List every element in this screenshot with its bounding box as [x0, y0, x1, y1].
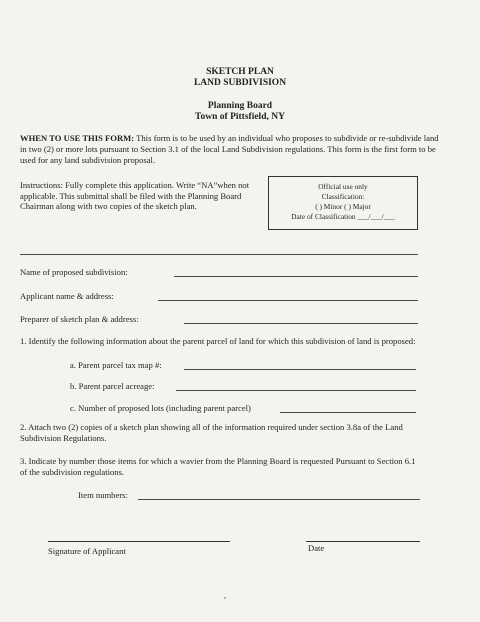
- item-numbers-label: Item numbers:: [78, 490, 128, 500]
- when-to-use-text: This form is to be used by an individual who proposes to subdivide or re-subdivide land in two (2) or more lots pursuant to Section 3.1 of the local Land Subdivision regulations. This form is the first form to be used for any land subdivision proposal.: [20, 133, 439, 165]
- item-numbers-field[interactable]: [138, 499, 420, 500]
- form-subtitle: LAND SUBDIVISION: [193, 78, 287, 88]
- acreage-field[interactable]: [176, 390, 416, 391]
- when-to-use-paragraph: [20, 133, 440, 166]
- applicant-signature-field[interactable]: [48, 541, 230, 542]
- instructions-text: Instructions: Fully complete this application. Write “NA”when not applicable. This submittal shall be filed with the Planning Board Chairman along with two copies of the sketch plan.: [20, 180, 250, 211]
- acreage-label: b. Parent parcel acreage:: [70, 381, 155, 391]
- tax-map-label: a. Parent parcel tax map #:: [70, 360, 162, 370]
- applicant-label: Applicant name & address:: [20, 291, 114, 301]
- classification-options[interactable]: ( ) Minor ( ) Major: [315, 202, 371, 211]
- board-name: Planning Board: [207, 101, 273, 111]
- subdivision-name-field[interactable]: [174, 276, 418, 277]
- town-name: Town of Pittsfield, NY: [195, 112, 285, 122]
- preparer-label: Preparer of sketch plan & address:: [20, 314, 139, 324]
- official-use-box: [268, 176, 418, 230]
- item-1-text: 1. Identify the following information about the parent parcel of land for which this subdivision of land is proposed:: [20, 336, 416, 346]
- item-2-text: 2. Attach two (2) copies of a sketch plan showing all of the information required under section 3.8a of the Land Subdivision Regulations.: [20, 422, 403, 443]
- official-use-label: Official use only: [318, 182, 368, 191]
- date-field[interactable]: [306, 541, 420, 542]
- proposed-lots-label: c. Number of proposed lots (including parent parcel): [70, 403, 251, 413]
- section-divider: [20, 254, 418, 255]
- item-3-text: 3. Indicate by number those items for which a wavier from the Planning Board is requested Pursuant to Section 6.1 of the subdivision regulations.: [20, 456, 416, 477]
- date-label: Date: [308, 543, 325, 553]
- classification-label: Classification:: [321, 192, 365, 201]
- applicant-field[interactable]: [158, 300, 418, 301]
- footer-mark: ,: [224, 591, 226, 600]
- form-title: SKETCH PLAN: [206, 67, 274, 77]
- signature-label: Signature of Applicant: [48, 546, 126, 556]
- classification-date[interactable]: Date of Classification ___/___/___: [291, 212, 395, 221]
- when-to-use-heading: WHEN TO USE THIS FORM:: [20, 133, 135, 143]
- preparer-field[interactable]: [184, 323, 418, 324]
- subdivision-name-label: Name of proposed subdivision:: [20, 267, 128, 277]
- proposed-lots-field[interactable]: [280, 412, 416, 413]
- tax-map-field[interactable]: [184, 369, 416, 370]
